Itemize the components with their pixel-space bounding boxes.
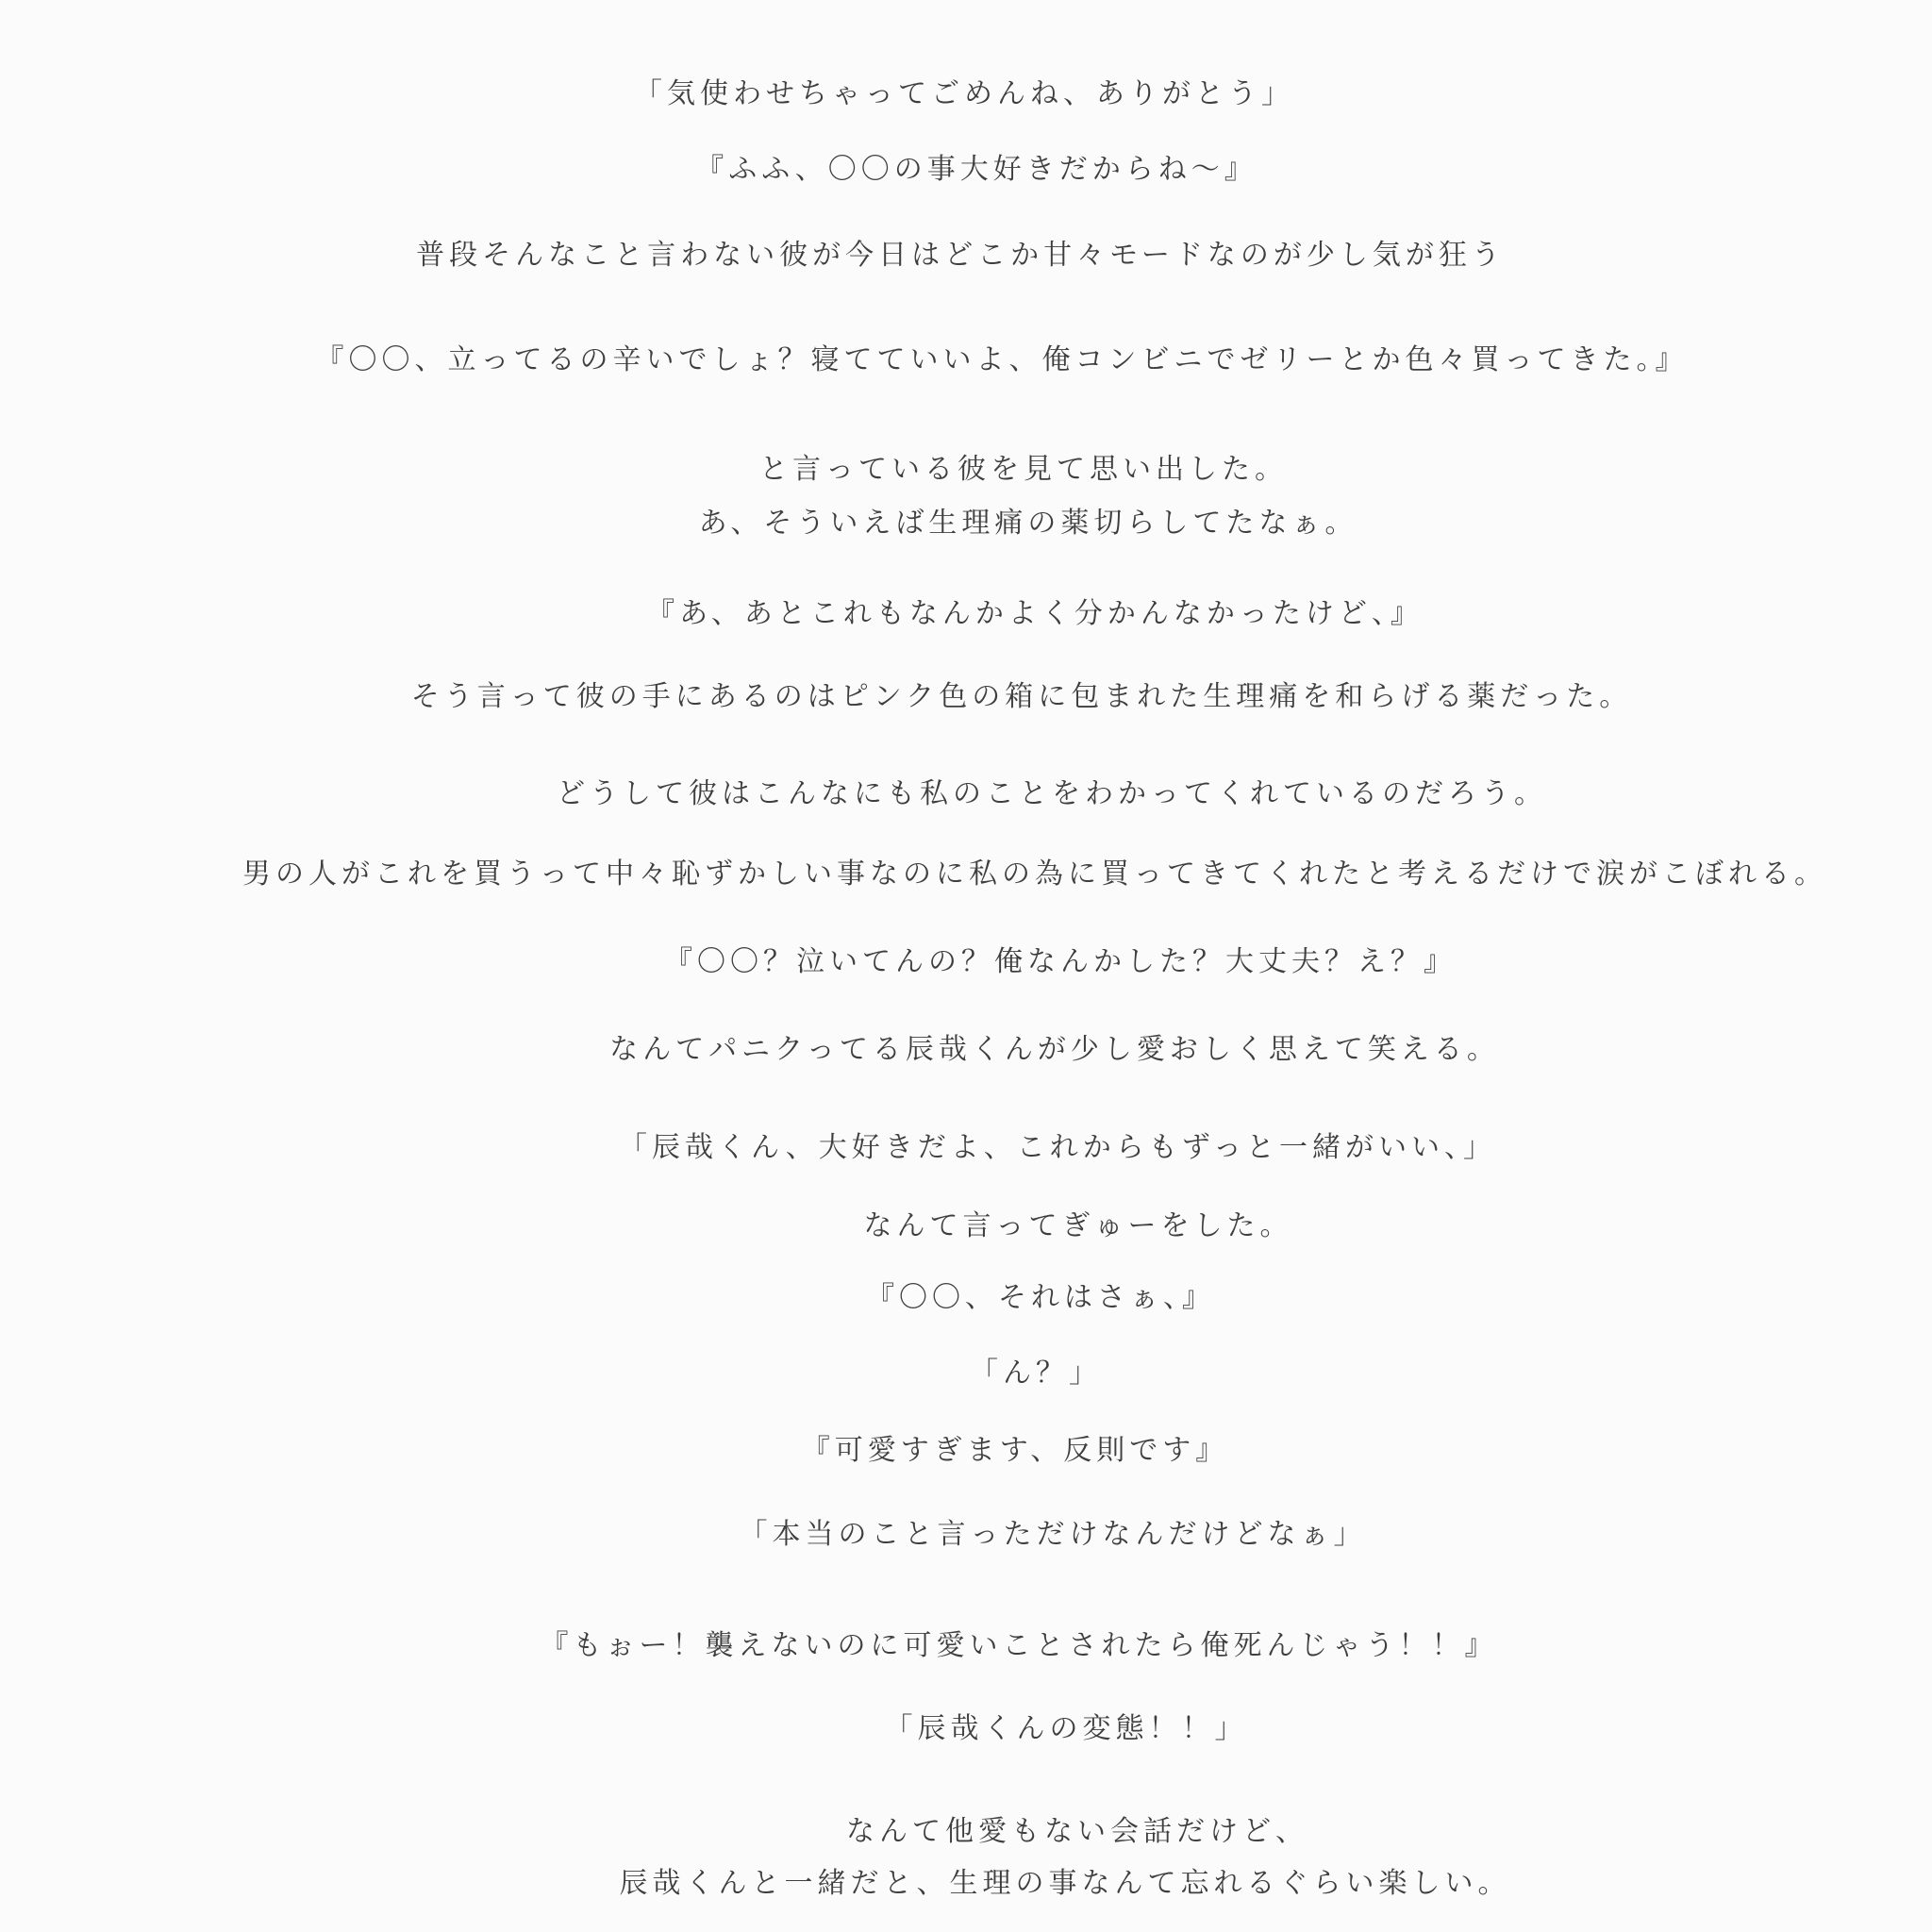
text-line: 普段そんなこと言わない彼が今日はどこか甘々モードなのが少し気が狂う — [416, 239, 1505, 272]
text-line: 『もぉー！襲えないのに可愛いことされたら俺死んじゃう！！』 — [540, 1629, 1498, 1662]
text-line: 『あ、あとこれもなんかよく分かんなかったけど、』 — [646, 597, 1424, 630]
text-line: なんて他愛もない会話だけど、 — [846, 1815, 1308, 1848]
text-line: 『〇〇？泣いてんの？俺なんかした？大丈夫？え？』 — [664, 945, 1457, 978]
text-line: なんてパニクってる辰哉くんが少し愛おしく思えて笑える。 — [609, 1033, 1500, 1066]
text-line: 『可愛すぎます、反則です』 — [801, 1434, 1229, 1467]
text-line: 「辰哉くんの変態！！」 — [884, 1712, 1248, 1745]
text-line: あ、そういえば生理痛の薬切らしてたなぁ。 — [698, 507, 1358, 540]
text-line: なんて言ってぎゅーをした。 — [863, 1209, 1293, 1242]
text-line: 辰哉くんと一緒だと、生理の事なんて忘れるぐらい楽しい。 — [619, 1867, 1511, 1900]
text-line: そう言って彼の手にあるのはピンク色の箱に包まれた生理痛を和らげる薬だった。 — [410, 680, 1633, 713]
text-line: 「辰哉くん、大好きだよ、これからもずっと一緒がいい、」 — [619, 1131, 1496, 1164]
text-line: と言っている彼を見て思い出した。 — [759, 453, 1288, 486]
text-line: 男の人がこれを買うって中々恥ずかしい事なのに私の為に買ってきてくれたと考えるだけで涙がこぼれる。 — [242, 858, 1827, 891]
text-line: 『〇〇、それはさぁ、』 — [866, 1281, 1215, 1314]
text-line: 『ふふ、〇〇の事大好きだからね〜』 — [695, 153, 1257, 186]
text-line: 「本当のこと言っただけなんだけどなぁ」 — [739, 1518, 1367, 1551]
text-line: 『〇〇、立ってるの辛いでしょ？寝てていいよ、俺コンビニでゼリーとか色々買ってきた。』 — [315, 343, 1689, 376]
text-line: 「ん？」 — [970, 1357, 1102, 1390]
text-line: 「気使わせちゃってごめんね、ありがとう」 — [634, 77, 1294, 110]
text-line: どうして彼はこんなにも私のことをわかってくれているのだろう。 — [557, 777, 1547, 810]
